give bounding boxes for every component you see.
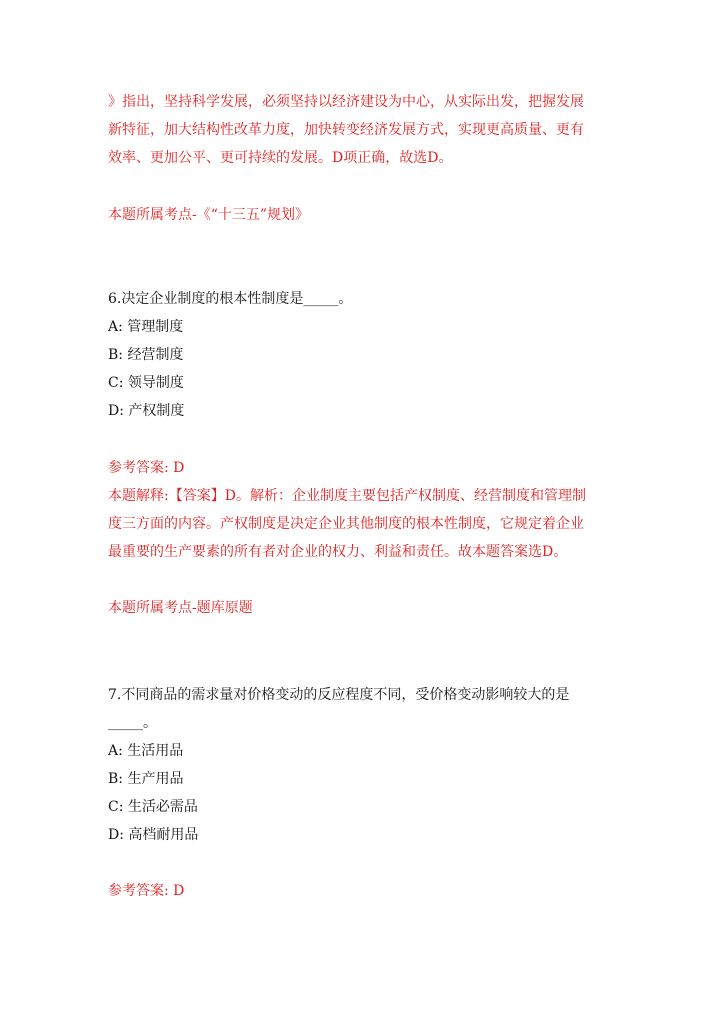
q6-stem: 6.决定企业制度的根本性制度是_____。 <box>108 291 353 307</box>
q6-explanation-line-2: 度三方面的内容。产权制度是决定企业其他制度的根本性制度，它规定着企业 <box>108 516 584 532</box>
q7-option-b: B: 生产用品 <box>108 771 184 787</box>
q7-option-d: D: 高档耐用品 <box>108 827 199 843</box>
q7-option-c: C: 生活必需品 <box>108 799 198 815</box>
q7-stem-line-2: _____。 <box>108 715 157 731</box>
q6-explanation-line-1: 本题解释:【答案】D。解析：企业制度主要包括产权制度、经营制度和管理制 <box>108 488 586 504</box>
q6-option-b: B: 经营制度 <box>108 347 184 363</box>
prev-explanation-line-1: 》指出，坚持科学发展，必须坚持以经济建设为中心，从实际出发，把握发展 <box>108 94 584 110</box>
q6-explanation-line-3: 最重要的生产要素的所有者对企业的权力、利益和责任。故本题答案选D。 <box>108 544 568 560</box>
q6-option-a: A: 管理制度 <box>108 319 184 335</box>
q6-topic: 本题所属考点-题库原题 <box>108 600 253 616</box>
q7-answer: 参考答案: D <box>108 883 185 899</box>
q6-answer: 参考答案: D <box>108 460 185 476</box>
prev-explanation-line-3: 效率、更加公平、更可持续的发展。D项正确，故选D。 <box>108 150 453 166</box>
prev-explanation-line-2: 新特征，加大结构性改革力度，加快转变经济发展方式，实现更高质量、更有 <box>108 122 584 138</box>
prev-topic: 本题所属考点-《“十三五”规划》 <box>108 207 310 223</box>
q7-option-a: A: 生活用品 <box>108 743 184 759</box>
q6-option-c: C: 领导制度 <box>108 375 184 391</box>
q6-option-d: D: 产权制度 <box>108 403 185 419</box>
q7-stem-line-1: 7.不同商品的需求量对价格变动的反应程度不同，受价格变动影响较大的是 <box>108 687 570 703</box>
